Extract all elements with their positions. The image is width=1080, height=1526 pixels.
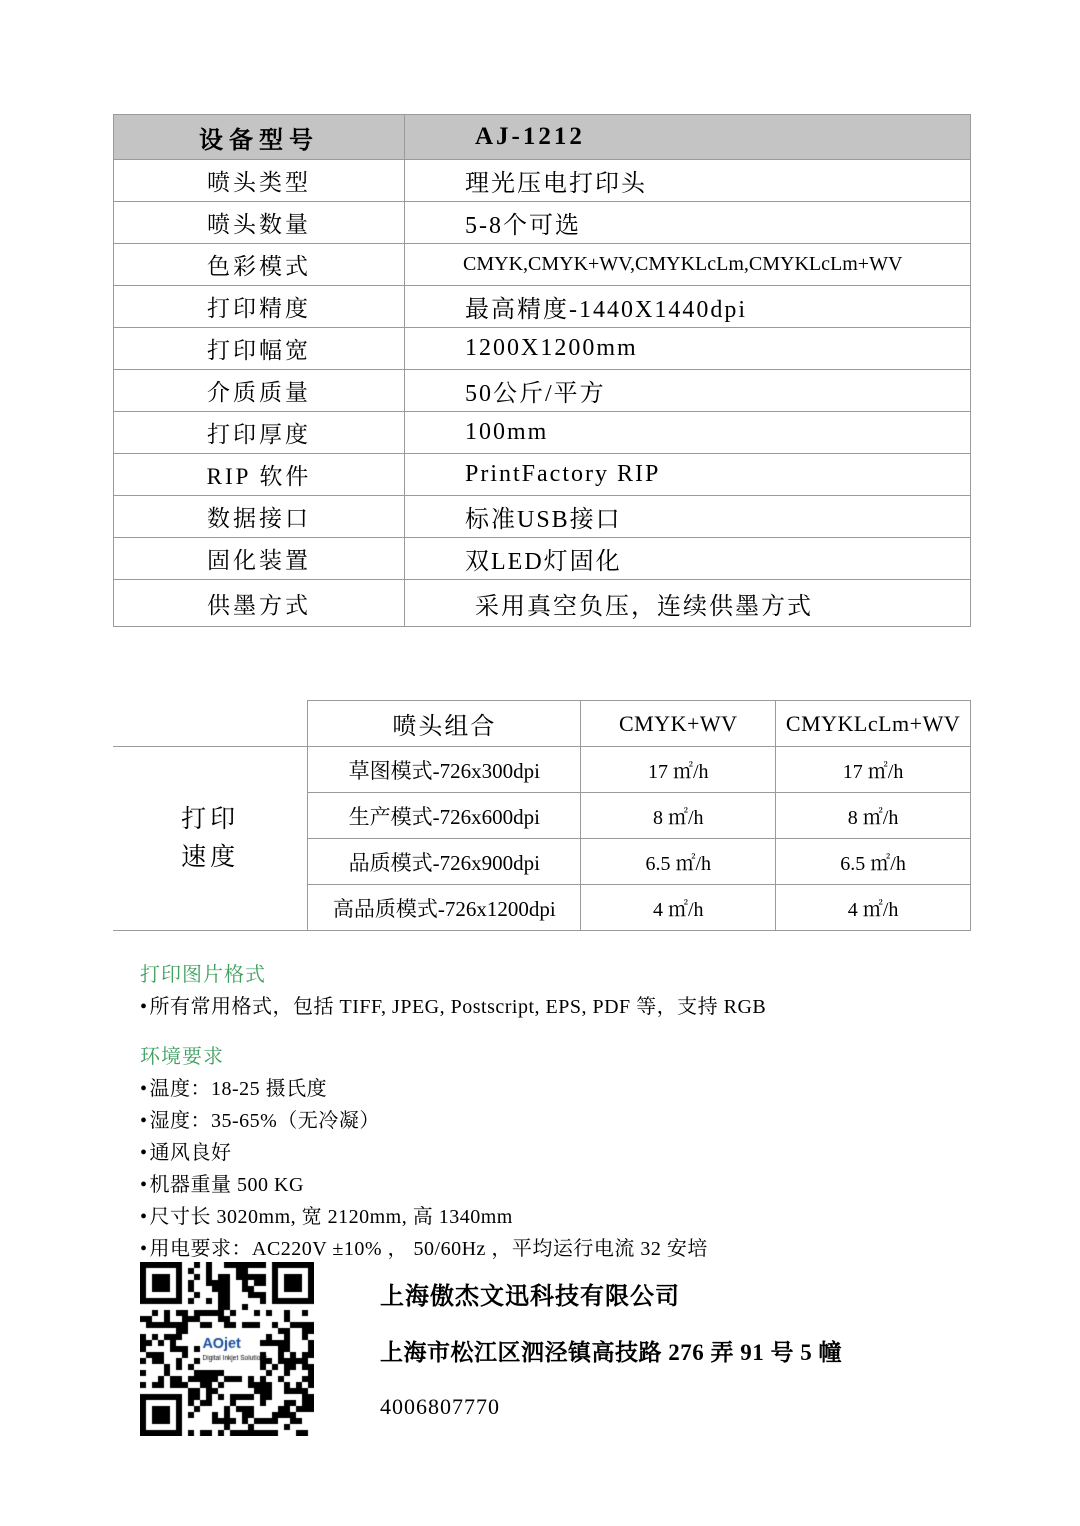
spec-label-nozzle-count: 喷头数量: [114, 202, 405, 244]
spec-value-print-thickness: 100mm: [405, 412, 971, 454]
print-speed-table: [113, 700, 971, 931]
table-row: [114, 412, 971, 454]
company-phone: 4006807770: [380, 1394, 500, 1419]
environment-line-weight: [140, 1170, 980, 1200]
speed-header-nozzle-combo: 喷头组合: [308, 701, 581, 747]
speed-mode-production: 生产模式-726x600dpi: [308, 793, 581, 839]
table-row: [113, 701, 971, 747]
bullet-icon: •: [140, 996, 148, 1018]
environment-text-temperature: 温度：18-25 摄氏度: [149, 1078, 328, 1100]
spec-header-value: AJ‑1212: [405, 115, 971, 160]
image-format-block: [140, 958, 980, 1022]
bullet-icon: •: [140, 1206, 148, 1228]
bullet-icon: •: [140, 1174, 148, 1196]
spec-value-resolution: 最高精度‑1440X1440dpi: [405, 286, 971, 328]
bullet-icon: •: [140, 1142, 148, 1164]
speed-mode-quality: 品质模式-726x900dpi: [308, 839, 581, 885]
spec-label-curing-device: 固化装置: [114, 538, 405, 580]
spec-label-color-mode: 色彩模式: [114, 244, 405, 286]
qr-code: [140, 1262, 314, 1436]
image-format-heading: 打印图片格式: [140, 964, 266, 986]
speed-high-quality-cmyklclm-wv: 4 ㎡/h: [776, 885, 971, 931]
environment-text-power: 用电要求：AC220V ±10% ， 50/60Hz ，平均运行电流 32 安培: [149, 1238, 708, 1260]
table-row: [114, 580, 971, 627]
notes-section: [140, 958, 980, 1282]
environment-text-humidity: 湿度：35-65%（无冷凝）: [149, 1110, 380, 1132]
qr-code-canvas: [140, 1262, 314, 1436]
speed-row-label: 打印 速度: [113, 747, 308, 931]
table-row: [114, 160, 971, 202]
spec-value-nozzle-type: 理光压电打印头: [405, 160, 971, 202]
bullet-icon: •: [140, 1238, 148, 1260]
table-row: [114, 370, 971, 412]
spec-value-rip-software: PrintFactory RIP: [405, 454, 971, 496]
speed-mode-draft: 草图模式-726x300dpi: [308, 747, 581, 793]
environment-line-ventilation: [140, 1138, 980, 1168]
spec-label-nozzle-type: 喷头类型: [114, 160, 405, 202]
speed-production-cmyklclm-wv: 8 ㎡/h: [776, 793, 971, 839]
speed-draft-cmyk-wv: 17 ㎡/h: [581, 747, 776, 793]
company-address: 上海市松江区泗泾镇高技路 276 弄 91 号 5 幢: [380, 1340, 842, 1365]
environment-line-dimensions: [140, 1202, 980, 1232]
bullet-icon: •: [140, 1078, 148, 1100]
environment-line-humidity: [140, 1106, 980, 1136]
environment-text-ventilation: 通风良好: [149, 1142, 232, 1164]
speed-quality-cmyklclm-wv: 6.5 ㎡/h: [776, 839, 971, 885]
environment-text-weight: 机器重量 500 KG: [149, 1174, 304, 1196]
speed-draft-cmyklclm-wv: 17 ㎡/h: [776, 747, 971, 793]
image-format-text: 所有常用格式，包括 TIFF, JPEG, Postscript, EPS, PDF 等，支持 RGB: [149, 996, 767, 1018]
spec-value-color-mode: CMYK,CMYK+WV,CMYKLcLm,CMYKLcLm+WV: [405, 244, 971, 286]
speed-header-cmyk-wv: CMYK+WV: [581, 701, 776, 747]
environment-line-power: [140, 1234, 980, 1264]
spec-label-print-width: 打印幅宽: [114, 328, 405, 370]
table-row: [114, 496, 971, 538]
table-row: [114, 244, 971, 286]
company-name: 上海傲杰文迅科技有限公司: [380, 1284, 680, 1310]
environment-line-temperature: [140, 1074, 980, 1104]
spec-value-print-width: 1200X1200mm: [405, 328, 971, 370]
speed-production-cmyk-wv: 8 ㎡/h: [581, 793, 776, 839]
spec-label-data-interface: 数据接口: [114, 496, 405, 538]
spec-value-nozzle-count: 5‑8个可选: [405, 202, 971, 244]
spec-value-data-interface: 标准USB接口: [405, 496, 971, 538]
spec-label-ink-supply: 供墨方式: [114, 580, 405, 627]
spec-label-resolution: 打印精度: [114, 286, 405, 328]
spec-value-ink-supply: 采用真空负压，连续供墨方式: [405, 580, 971, 627]
table-row: [114, 538, 971, 580]
table-row: [113, 747, 971, 793]
bullet-icon: •: [140, 1110, 148, 1132]
speed-high-quality-cmyk-wv: 4 ㎡/h: [581, 885, 776, 931]
spec-label-media-weight: 介质质量: [114, 370, 405, 412]
spec-label-rip-software: RIP 软件: [114, 454, 405, 496]
table-row: [114, 328, 971, 370]
environment-block: [140, 1040, 980, 1264]
image-format-line: [140, 992, 980, 1022]
speed-quality-cmyk-wv: 6.5 ㎡/h: [581, 839, 776, 885]
spec-value-curing-device: 双LED灯固化: [405, 538, 971, 580]
table-row: [114, 454, 971, 496]
table-row: [114, 202, 971, 244]
environment-heading: 环境要求: [140, 1046, 224, 1068]
environment-text-dimensions: 尺寸长 3020mm, 宽 2120mm, 高 1340mm: [149, 1206, 513, 1228]
spec-header-label: 设备型号: [114, 115, 405, 160]
table-row: [114, 115, 971, 160]
table-row: [114, 286, 971, 328]
speed-mode-high-quality: 高品质模式-726x1200dpi: [308, 885, 581, 931]
specification-table: [113, 114, 971, 627]
spec-value-media-weight: 50公斤/平方: [405, 370, 971, 412]
spec-label-print-thickness: 打印厚度: [114, 412, 405, 454]
speed-table-corner: [113, 701, 308, 747]
speed-header-cmyklclm-wv: CMYKLcLm+WV: [776, 701, 971, 747]
